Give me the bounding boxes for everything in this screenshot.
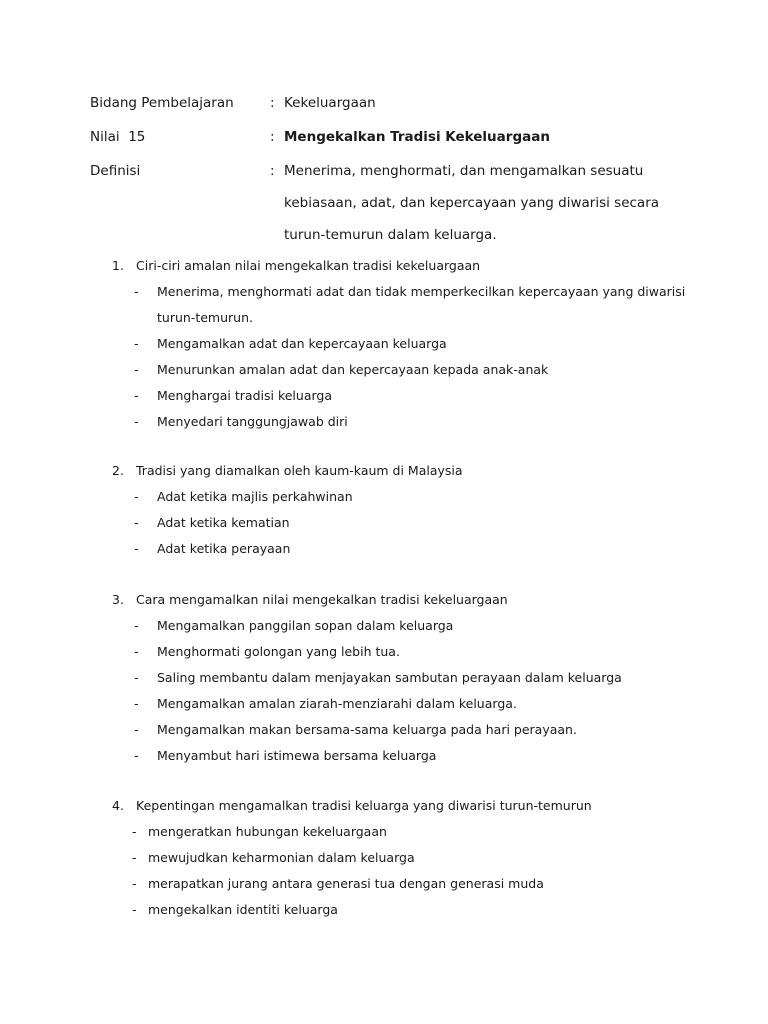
list-item-text: mengekalkan identiti keluarga xyxy=(148,902,338,917)
list-item-text: Saling membantu dalam menjayakan sambutan perayaan dalam keluarga xyxy=(157,670,622,685)
section-number: 4. xyxy=(112,798,124,813)
section-title-text: Kepentingan mengamalkan tradisi keluarga yang diwarisi turun-temurun xyxy=(136,798,592,813)
definisi-line: Menerima, menghormati, dan mengamalkan sesuatu xyxy=(284,163,644,179)
list-item-text: Menurunkan amalan adat dan kepercayaan kepada anak-anak xyxy=(157,362,549,377)
list-item xyxy=(112,409,732,435)
list-item xyxy=(112,691,732,717)
dash-bullet: - xyxy=(134,515,139,530)
list-item xyxy=(112,845,732,871)
section-ciri-ciri xyxy=(112,253,732,435)
bidang-colon: : xyxy=(270,95,275,111)
list-item xyxy=(112,331,732,357)
list-item-text: mengeratkan hubungan kekeluargaan xyxy=(148,824,387,839)
dash-bullet: - xyxy=(132,824,137,839)
list-item-text: mewujudkan keharmonian dalam keluarga xyxy=(148,850,415,865)
section-title xyxy=(112,793,732,819)
dash-bullet: - xyxy=(134,336,139,351)
definisi-label: Definisi xyxy=(90,163,141,179)
bidang-label: Bidang Pembelajaran xyxy=(90,95,234,111)
dash-bullet: - xyxy=(132,902,137,917)
definisi-line: kebiasaan, adat, dan kepercayaan yang diwarisi secara xyxy=(284,195,660,211)
list-item xyxy=(112,897,732,923)
dash-bullet: - xyxy=(134,618,139,633)
definisi-line: turun-temurun dalam keluarga. xyxy=(284,227,497,243)
list-item-text: Mengamalkan adat dan kepercayaan keluarga xyxy=(157,336,447,351)
list-item xyxy=(112,510,732,536)
list-item-text: Adat ketika perayaan xyxy=(157,541,291,556)
list-item-text: Menghormati golongan yang lebih tua. xyxy=(157,644,400,659)
dash-bullet: - xyxy=(134,722,139,737)
list-item-text: Mengamalkan panggilan sopan dalam keluarga xyxy=(157,618,454,633)
bidang-value: Kekeluargaan xyxy=(284,95,376,111)
dash-bullet: - xyxy=(132,850,137,865)
dash-bullet: - xyxy=(134,362,139,377)
dash-bullet: - xyxy=(132,876,137,891)
list-item xyxy=(112,819,732,845)
section-title xyxy=(112,458,732,484)
list-item-text: Mengamalkan makan bersama-sama keluarga pada hari perayaan. xyxy=(157,722,577,737)
list-item xyxy=(112,536,732,562)
list-item xyxy=(112,717,732,743)
list-item xyxy=(112,484,732,510)
list-item-text: merapatkan jurang antara generasi tua dengan generasi muda xyxy=(148,876,544,891)
section-cara-mengamalkan xyxy=(112,587,732,769)
list-item xyxy=(112,383,732,409)
section-title xyxy=(112,253,732,279)
nilai-value: Mengekalkan Tradisi Kekeluargaan xyxy=(284,129,550,145)
section-kepentingan xyxy=(112,793,732,923)
section-tradisi-kaum xyxy=(112,458,732,562)
dash-bullet: - xyxy=(134,284,139,299)
section-number: 2. xyxy=(112,463,124,478)
dash-bullet: - xyxy=(134,489,139,504)
list-item xyxy=(112,871,732,897)
list-item xyxy=(112,743,732,769)
list-item xyxy=(112,357,732,383)
section-title-text: Cara mengamalkan nilai mengekalkan tradisi kekeluargaan xyxy=(136,592,508,607)
section-title-text: Tradisi yang diamalkan oleh kaum-kaum di Malaysia xyxy=(136,463,463,478)
section-number: 1. xyxy=(112,258,124,273)
nilai-label: Nilai 15 xyxy=(90,129,146,145)
dash-bullet: - xyxy=(134,414,139,429)
list-item-text: Adat ketika kematian xyxy=(157,515,290,530)
list-item-text: Menyambut hari istimewa bersama keluarga xyxy=(157,748,437,763)
section-title-text: Ciri-ciri amalan nilai mengekalkan tradisi kekeluargaan xyxy=(136,258,481,273)
definisi-text xyxy=(284,155,704,251)
list-item-continuation: turun-temurun. xyxy=(157,310,253,325)
list-item xyxy=(112,279,732,331)
section-title xyxy=(112,587,732,613)
list-item-text: Mengamalkan amalan ziarah-menziarahi dalam keluarga. xyxy=(157,696,517,711)
list-item xyxy=(112,665,732,691)
list-item-text: Menerima, menghormati adat dan tidak memperkecilkan kepercayaan yang diwarisi xyxy=(157,284,686,299)
list-item-text: Adat ketika majlis perkahwinan xyxy=(157,489,353,504)
dash-bullet: - xyxy=(134,541,139,556)
list-item-text: Menyedari tanggungjawab diri xyxy=(157,414,348,429)
definisi-colon: : xyxy=(270,163,275,179)
list-item xyxy=(112,613,732,639)
list-item-text: Menghargai tradisi keluarga xyxy=(157,388,332,403)
list-item xyxy=(112,639,732,665)
dash-bullet: - xyxy=(134,670,139,685)
dash-bullet: - xyxy=(134,644,139,659)
section-number: 3. xyxy=(112,592,124,607)
nilai-colon: : xyxy=(270,129,275,145)
dash-bullet: - xyxy=(134,748,139,763)
dash-bullet: - xyxy=(134,388,139,403)
dash-bullet: - xyxy=(134,696,139,711)
